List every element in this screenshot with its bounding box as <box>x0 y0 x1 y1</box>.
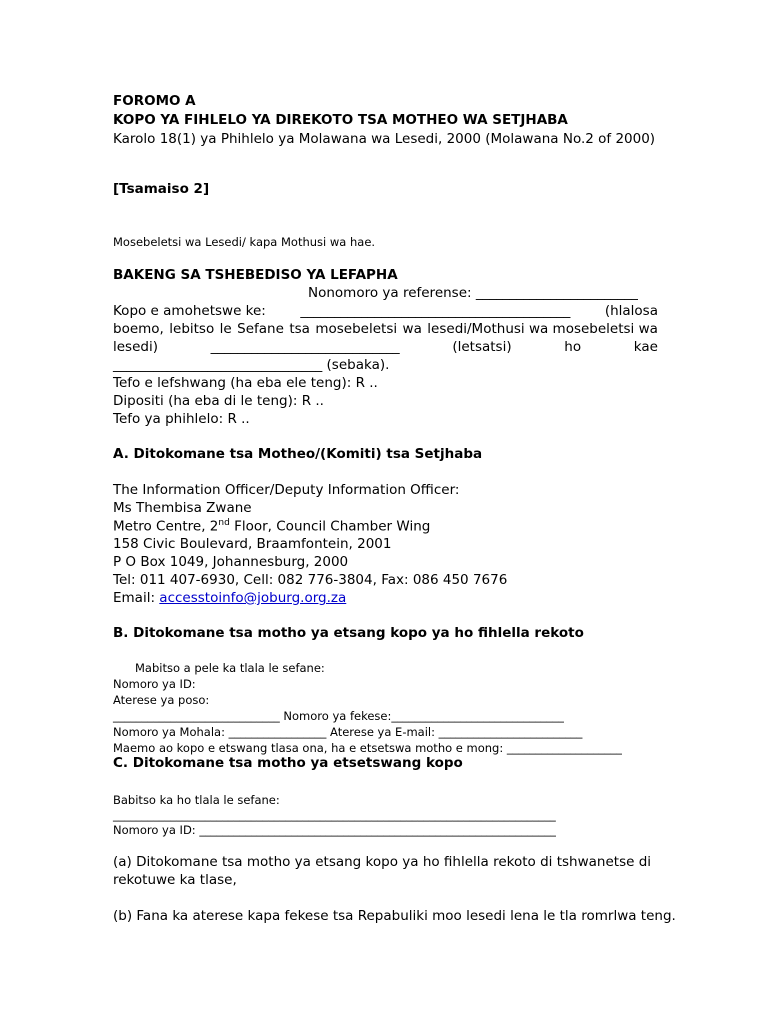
officer-address-2: 158 Civic Boulevard, Braamfontein, 2001 <box>113 536 392 552</box>
c-surname: Babitso ka ho tlala le sefane: <box>113 793 280 807</box>
note-b: (b) Fana ka aterese kapa fekese tsa Repabuliki moo lesedi lena le tla romrlwa teng. <box>113 908 676 924</box>
officer-name: Ms Thembisa Zwane <box>113 500 252 516</box>
officer-email-link[interactable]: accesstoinfo@joburg.org.za <box>159 590 347 606</box>
section-c-heading: C. Ditokomane tsa motho ya etsetswang kopo <box>113 755 463 771</box>
access-fee-line: Tefo ya phihlelo: R .. <box>113 411 250 427</box>
note-a-line-2: rekotuwe ka tlase, <box>113 872 237 888</box>
b-capacity: Maemo ao kopo e etswang tlasa ona, ha e etsetswa motho e mong: ____________________ <box>113 741 622 755</box>
officer-address-1: Metro Centre, 2nd Floor, Council Chamber Wing <box>113 518 431 535</box>
reference-number: Nonomoro ya referense: ________________________ <box>308 285 638 301</box>
b-surname: Mabitso a pele ka tlala le sefane: <box>135 661 325 675</box>
received-line-2: boemo, lebitso le Sefane tsa mosebeletsi wa lesedi/Mothusi wa mosebeletsi wa <box>113 321 658 337</box>
section-b-heading: B. Ditokomane tsa motho ya etsang kopo ya ho fihlella rekoto <box>113 625 584 641</box>
requester-note: Mosebeletsi wa Lesedi/ kapa Mothusi wa hae. <box>113 235 376 249</box>
officer-po-box: P O Box 1049, Johannesburg, 2000 <box>113 554 349 570</box>
b-tel-email: Nomoro ya Mohala: _________________ Aterese ya E-mail: _________________________ <box>113 725 583 739</box>
form-label: FOROMO A <box>113 93 196 109</box>
b-fax: _____________________________ Nomoro ya fekese:______________________________ <box>113 709 564 723</box>
officer-title: The Information Officer/Deputy Information Officer: <box>113 482 460 498</box>
c-id: Nomoro ya ID: ______________________________________________________________ <box>113 823 556 837</box>
note-a-line-1: (a) Ditokomane tsa motho ya etsang kopo ya ho fihlella rekoto di tshwanetse di <box>113 854 652 870</box>
officer-phone: Tel: 011 407-6930, Cell: 082 776-3804, Fax: 086 450 7676 <box>113 572 508 588</box>
fee-line: Tefo e lefshwang (ha eba ele teng): R .. <box>113 375 378 391</box>
received-line: Kopo e amohetswe ke: ________________________________________ (hlalosa <box>113 303 658 319</box>
received-line-4: _______________________________ (sebaka). <box>113 357 390 373</box>
form-subtitle: Karolo 18(1) ya Phihlelo ya Molawana wa Lesedi, 2000 (Molawana No.2 of 2000) <box>113 131 656 147</box>
form-title: KOPO YA FIHLELO YA DIREKOTO TSA MOTHEO WA SETJHABA <box>113 112 568 128</box>
b-id: Nomoro ya ID: <box>113 677 196 691</box>
office-use-heading: BAKENG SA TSHEBEDISO YA LEFAPHA <box>113 267 398 283</box>
officer-email-line: Email: accesstoinfo@joburg.org.za <box>113 590 347 606</box>
regulation-tag: [Tsamaiso 2] <box>113 181 210 197</box>
received-line-3: lesedi) ____________________________ (letsatsi) ho kae <box>113 339 658 355</box>
b-postal: Aterese ya poso: <box>113 693 210 707</box>
deposit-line: Dipositi (ha eba di le teng): R .. <box>113 393 324 409</box>
section-a-heading: A. Ditokomane tsa Motheo/(Komiti) tsa Setjhaba <box>113 446 483 462</box>
c-underline: _____________________________________________________________________________ <box>113 808 556 822</box>
